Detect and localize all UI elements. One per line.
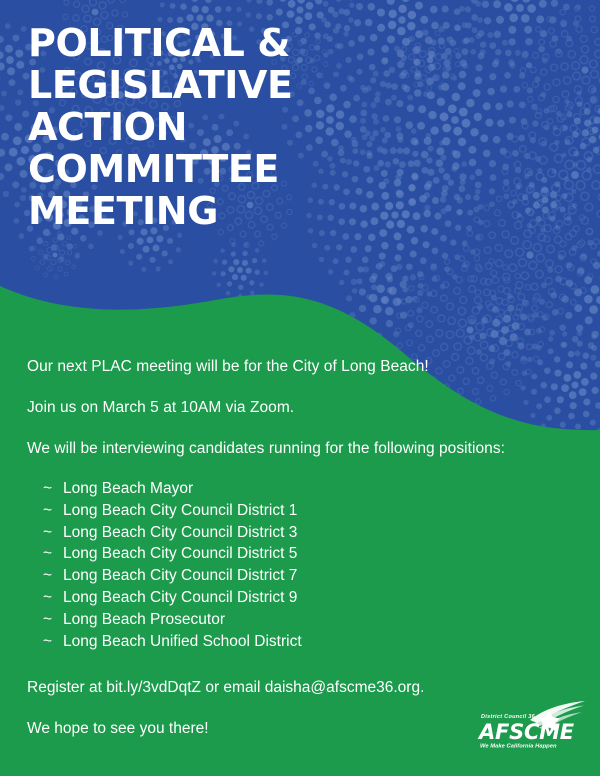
list-item — [43, 478, 572, 500]
logo-tagline-text: We Make California Happen — [480, 743, 557, 750]
list-item — [43, 522, 572, 544]
tilde-bullet-icon: ~ — [43, 480, 53, 497]
register-text[interactable]: Register at bit.ly/3vdDqtZ or email daisha@afscme36.org. — [27, 679, 425, 696]
position-label: Long Beach Unified School District — [63, 632, 302, 650]
tilde-bullet-icon: ~ — [43, 567, 53, 585]
list-item — [43, 587, 572, 609]
position-label: Long Beach City Council District 9 — [63, 588, 298, 606]
title-line-4: COMMITTEE — [28, 147, 279, 191]
tilde-bullet-icon: ~ — [43, 610, 53, 628]
position-label: Long Beach City Council District 7 — [63, 567, 298, 585]
position-label: Long Beach Prosecutor — [63, 610, 225, 628]
lead-in-text: We will be interviewing candidates running for the following positions: — [27, 440, 505, 457]
list-item — [43, 565, 572, 587]
tilde-bullet-icon: ~ — [43, 632, 53, 650]
list-item — [43, 631, 572, 653]
logo-council-text: District Council 36 — [481, 714, 535, 720]
title-line-3: ACTION — [28, 105, 188, 149]
tilde-bullet-icon: ~ — [43, 501, 53, 519]
positions-list — [27, 478, 572, 652]
tilde-bullet-icon: ~ — [43, 545, 53, 563]
tilde-bullet-icon: ~ — [43, 588, 53, 606]
position-label: Long Beach City Council District 5 — [63, 545, 298, 563]
position-label: Long Beach City Council District 1 — [63, 501, 298, 519]
position-label: Long Beach City Council District 3 — [63, 523, 298, 541]
list-item — [43, 609, 572, 631]
afscme-logo — [474, 700, 586, 752]
page-title — [28, 22, 368, 232]
list-item — [43, 500, 572, 522]
list-item — [43, 543, 572, 565]
closing-text: We hope to see you there! — [27, 720, 209, 737]
meeting-time-text: Join us on March 5 at 10AM via Zoom. — [27, 399, 295, 416]
tilde-bullet-icon: ~ — [43, 523, 53, 541]
body-content — [27, 357, 572, 652]
intro-text: Our next PLAC meeting will be for the City of Long Beach! — [27, 358, 429, 375]
title-line-1: POLITICAL & — [28, 21, 291, 65]
position-label: Long Beach Mayor — [63, 480, 194, 497]
title-line-5: MEETING — [28, 189, 218, 233]
title-line-2: LEGISLATIVE — [28, 63, 293, 107]
logo-wordmark-text: AFSCME — [479, 720, 574, 744]
